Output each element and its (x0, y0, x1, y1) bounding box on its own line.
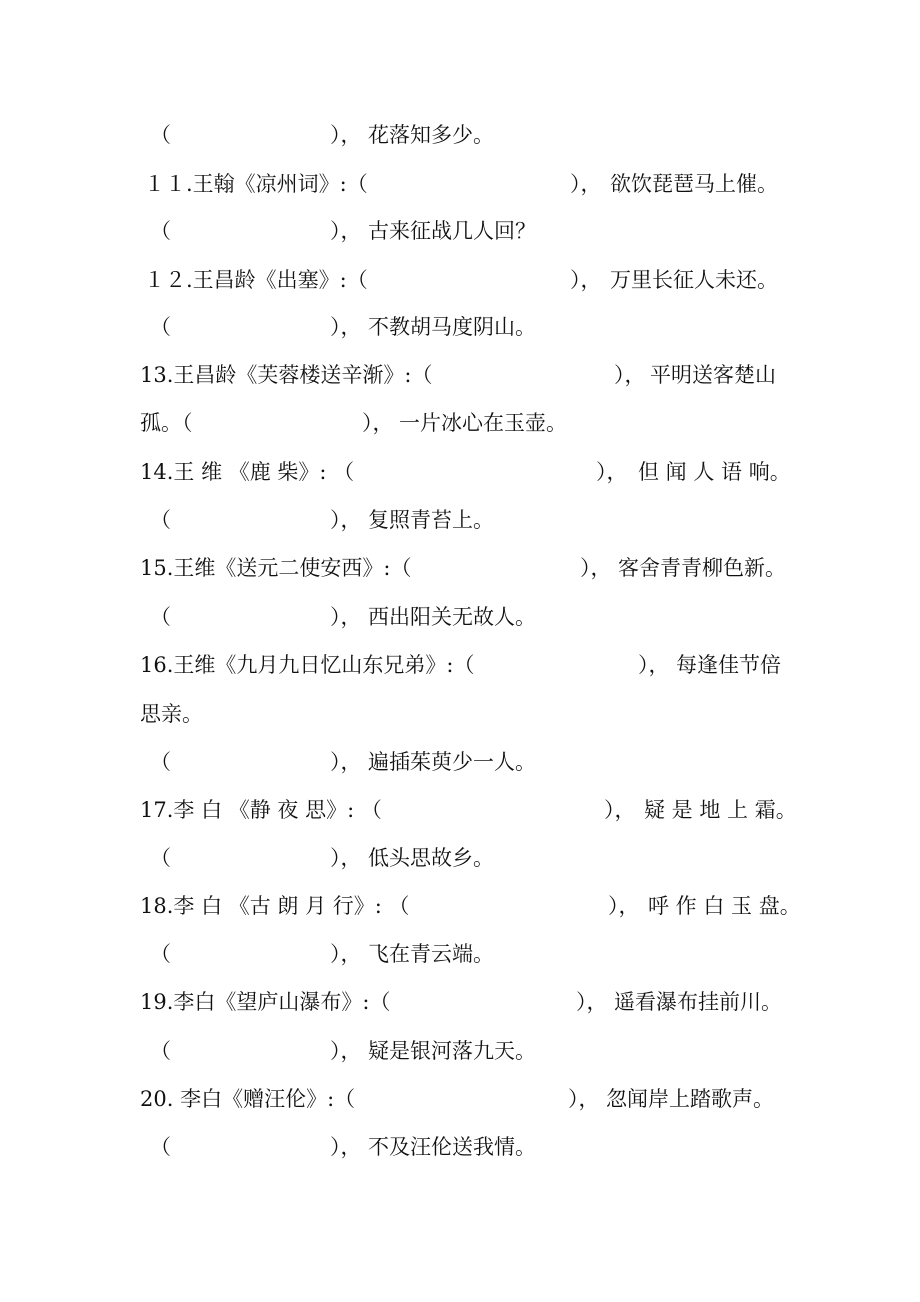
poem-heading: １１.王翰《凉州词》:（ (144, 172, 368, 196)
verse-text: 欲饮琵琶马上催。 (610, 172, 778, 196)
close-paren: ）， (330, 508, 362, 532)
line-11 (140, 597, 790, 637)
poem-heading: １２.王昌龄《出塞》:（ (144, 268, 368, 292)
line-14 (140, 742, 790, 782)
line-12 (140, 645, 790, 685)
close-paren: ）， (330, 942, 362, 966)
line-15 (140, 790, 797, 830)
line-22 (140, 1127, 790, 1167)
open-paren: （ (150, 508, 171, 532)
verse-text: 忽闻岸上踏歌声。 (606, 1087, 774, 1111)
poem-heading: 13.王昌龄《芙蓉楼送辛渐》:（ (140, 363, 433, 387)
open-paren: （ (150, 315, 171, 339)
close-paren: ）， (576, 990, 608, 1014)
line-16 (140, 838, 790, 878)
close-paren: ）， (596, 460, 628, 484)
close-paren: ）， (330, 1135, 362, 1159)
line-20 (140, 1031, 790, 1071)
open-paren: （ (150, 605, 171, 629)
verse-text: 呼 作 白 玉 盘。 (648, 894, 801, 918)
open-paren: （ (150, 123, 171, 147)
close-paren: ）， (568, 1087, 600, 1111)
verse-text: 一片冰心在玉壶。 (399, 411, 567, 435)
verse-text: 西出阳关无故人。 (368, 605, 536, 629)
poem-heading: 15.王维《送元二使安西》:（ (140, 556, 412, 580)
verse-text: 遥看瀑布挂前川。 (614, 990, 782, 1014)
line-8 (140, 452, 790, 492)
poem-heading: 16.王维《九月九日忆山东兄弟》:（ (140, 653, 475, 677)
close-paren: ）， (330, 750, 362, 774)
close-paren: ）， (330, 123, 362, 147)
line-2 (140, 164, 790, 204)
verse-text: 花落知多少。 (368, 123, 494, 147)
line-4 (140, 260, 790, 300)
line-7 (140, 403, 790, 443)
close-paren: ）， (570, 172, 602, 196)
verse-text: 不及汪伦送我情。 (368, 1135, 536, 1159)
verse-text: 客舍青青柳色新。 (618, 556, 786, 580)
open-paren: （ (150, 219, 171, 243)
line-17 (140, 886, 801, 926)
close-paren: ）， (614, 363, 646, 387)
close-paren: ）， (362, 411, 394, 435)
close-paren: ）， (330, 219, 362, 243)
verse-text: 万里长征人未还。 (610, 268, 778, 292)
verse-text: 疑 是 地 上 霜。 (644, 798, 797, 822)
close-paren: ）， (638, 653, 670, 677)
close-paren: ）， (604, 798, 636, 822)
verse-text: 古来征战几人回？ (368, 219, 536, 243)
close-paren: ）， (330, 315, 362, 339)
poem-heading: 孤。（ (140, 411, 193, 435)
open-paren: （ (150, 1039, 171, 1063)
verse-text: 但 闻 人 语 响。 (638, 460, 791, 484)
verse-text: 每逢佳节倍 (676, 653, 781, 677)
verse-text: 低头思故乡。 (368, 846, 494, 870)
open-paren: （ (150, 846, 171, 870)
verse-text: 复照青苔上。 (368, 508, 494, 532)
poem-heading: 14.王 维 《鹿 柴》: （ (140, 460, 355, 484)
poem-heading: 20. 李白《赠汪伦》:（ (140, 1087, 356, 1111)
verse-text: 不教胡马度阴山。 (368, 315, 536, 339)
line-1 (140, 115, 790, 155)
close-paren: ）， (580, 556, 612, 580)
line-21 (140, 1079, 790, 1119)
poem-heading: 17.李 白 《静 夜 思》: （ (140, 798, 382, 822)
close-paren: ）， (608, 894, 640, 918)
open-paren: （ (150, 750, 171, 774)
verse-text: 飞在青云端。 (368, 942, 494, 966)
line-19 (140, 982, 790, 1022)
close-paren: ）， (330, 846, 362, 870)
open-paren: （ (150, 942, 171, 966)
close-paren: ）， (330, 1039, 362, 1063)
verse-text: 平明送客楚山 (650, 363, 776, 387)
close-paren: ）， (570, 268, 602, 292)
line-18 (140, 934, 790, 974)
close-paren: ）， (330, 605, 362, 629)
line-6 (140, 355, 790, 395)
poem-heading: 19.李白《望庐山瀑布》:（ (140, 990, 391, 1014)
text-continuation: 思亲。 (140, 702, 203, 726)
line-13 (140, 694, 790, 734)
line-5 (140, 307, 790, 347)
line-3 (140, 211, 790, 251)
line-9 (140, 500, 790, 540)
verse-text: 遍插茱萸少一人。 (368, 750, 536, 774)
open-paren: （ (150, 1135, 171, 1159)
line-10 (140, 548, 790, 588)
verse-text: 疑是银河落九天。 (368, 1039, 536, 1063)
poem-heading: 18.李 白 《古 朗 月 行》: （ (140, 894, 410, 918)
